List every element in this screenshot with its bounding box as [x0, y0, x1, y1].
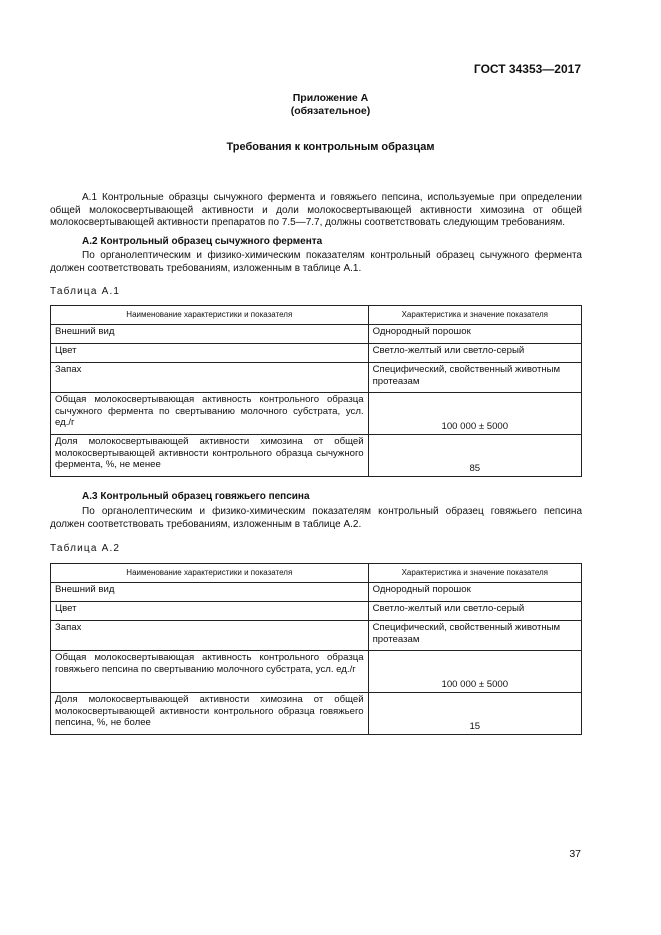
a2-heading: А.2 Контрольный образец сычужного фермента	[82, 236, 323, 247]
table-cell-value: Специфический, свойственный животным протеазам	[368, 363, 581, 393]
table-header-cell: Характеристика и значение показателя	[368, 564, 581, 583]
table-row	[51, 344, 582, 363]
table-cell-value: 15	[368, 693, 581, 735]
table-cell-name: Доля молокосвертывающей активности химозина от общей молокосвертывающей активности контрольного образца сычужного фермента, %, не менее	[51, 435, 369, 477]
table-cell-value: Однородный порошок	[368, 583, 581, 602]
document-code: ГОСТ 34353—2017	[473, 62, 581, 76]
table1	[50, 305, 582, 477]
table-row	[51, 602, 582, 621]
a2-text: По органолептическим и физико-химическим показателям контрольный образец сычужного фермента должен соответствовать требованиям, изложенным в таблице А.1.	[50, 250, 582, 274]
a3-heading: А.3 Контрольный образец говяжьего пепсина	[82, 491, 310, 502]
table-header-cell: Наименование характеристики и показателя	[51, 564, 369, 583]
table-cell-value: 100 000 ± 5000	[368, 393, 581, 435]
table-row	[51, 435, 582, 477]
appendix-title: Приложение А	[292, 92, 369, 104]
table-cell-value: Светло-желтый или светло-серый	[368, 602, 581, 621]
table-header-row	[51, 306, 582, 325]
table-cell-name: Внешний вид	[51, 325, 369, 344]
table-row	[51, 363, 582, 393]
table-row	[51, 621, 582, 651]
table2-caption: Таблица А.2	[50, 543, 121, 554]
table-header-cell: Наименование характеристики и показателя	[51, 306, 369, 325]
table-cell-name: Внешний вид	[51, 583, 369, 602]
table-cell-value: Однородный порошок	[368, 325, 581, 344]
table-header-row	[51, 564, 582, 583]
appendix-status: (обязательное)	[290, 105, 371, 117]
table-row	[51, 693, 582, 735]
table-cell-name: Общая молокосвертывающая активность контрольного образца сычужного фермента по свертыванию молочного субстрата, усл. ед./г	[51, 393, 369, 435]
table-cell-value: 85	[368, 435, 581, 477]
table1-caption: Таблица А.1	[50, 286, 121, 297]
intro-text: А.1 Контрольные образцы сычужного фермента и говяжьего пепсина, используемые при определении общей молокосвертывающей активности и доли молокосвертывающей активности химозина от общей молокосвертывающей активности препаратов по 7.5—7.7, должны соответствовать следующим требованиям.	[50, 192, 582, 228]
table-cell-name: Запах	[51, 621, 369, 651]
a2-paragraph	[50, 250, 582, 275]
table-cell-value: 100 000 ± 5000	[368, 651, 581, 693]
page-number: 37	[569, 848, 581, 860]
table-cell-name: Цвет	[51, 602, 369, 621]
table-row	[51, 393, 582, 435]
table-cell-name: Общая молокосвертывающая активность контрольного образца говяжьего пепсина по свертыванию молочного субстрата, усл. ед./г	[51, 651, 369, 693]
table-cell-name: Запах	[51, 363, 369, 393]
appendix-heading	[0, 92, 661, 118]
table-cell-value: Специфический, свойственный животным протеазам	[368, 621, 581, 651]
a3-text: По органолептическим и физико-химическим показателям контрольный образец говяжьего пепсина должен соответствовать требованиям, изложенным в таблице А.2.	[50, 506, 582, 530]
a3-paragraph	[50, 506, 582, 531]
table-header-cell: Характеристика и значение показателя	[368, 306, 581, 325]
intro-paragraph	[50, 192, 582, 230]
table-cell-name: Доля молокосвертывающей активности химозина от общей молокосвертывающей активности контрольного образца говяжьего пепсина, %, не более	[51, 693, 369, 735]
table-row	[51, 583, 582, 602]
table2	[50, 563, 582, 735]
section-title: Требования к контрольным образцам	[226, 141, 435, 153]
table-row	[51, 325, 582, 344]
table-row	[51, 651, 582, 693]
table-cell-value: Светло-желтый или светло-серый	[368, 344, 581, 363]
table-cell-name: Цвет	[51, 344, 369, 363]
